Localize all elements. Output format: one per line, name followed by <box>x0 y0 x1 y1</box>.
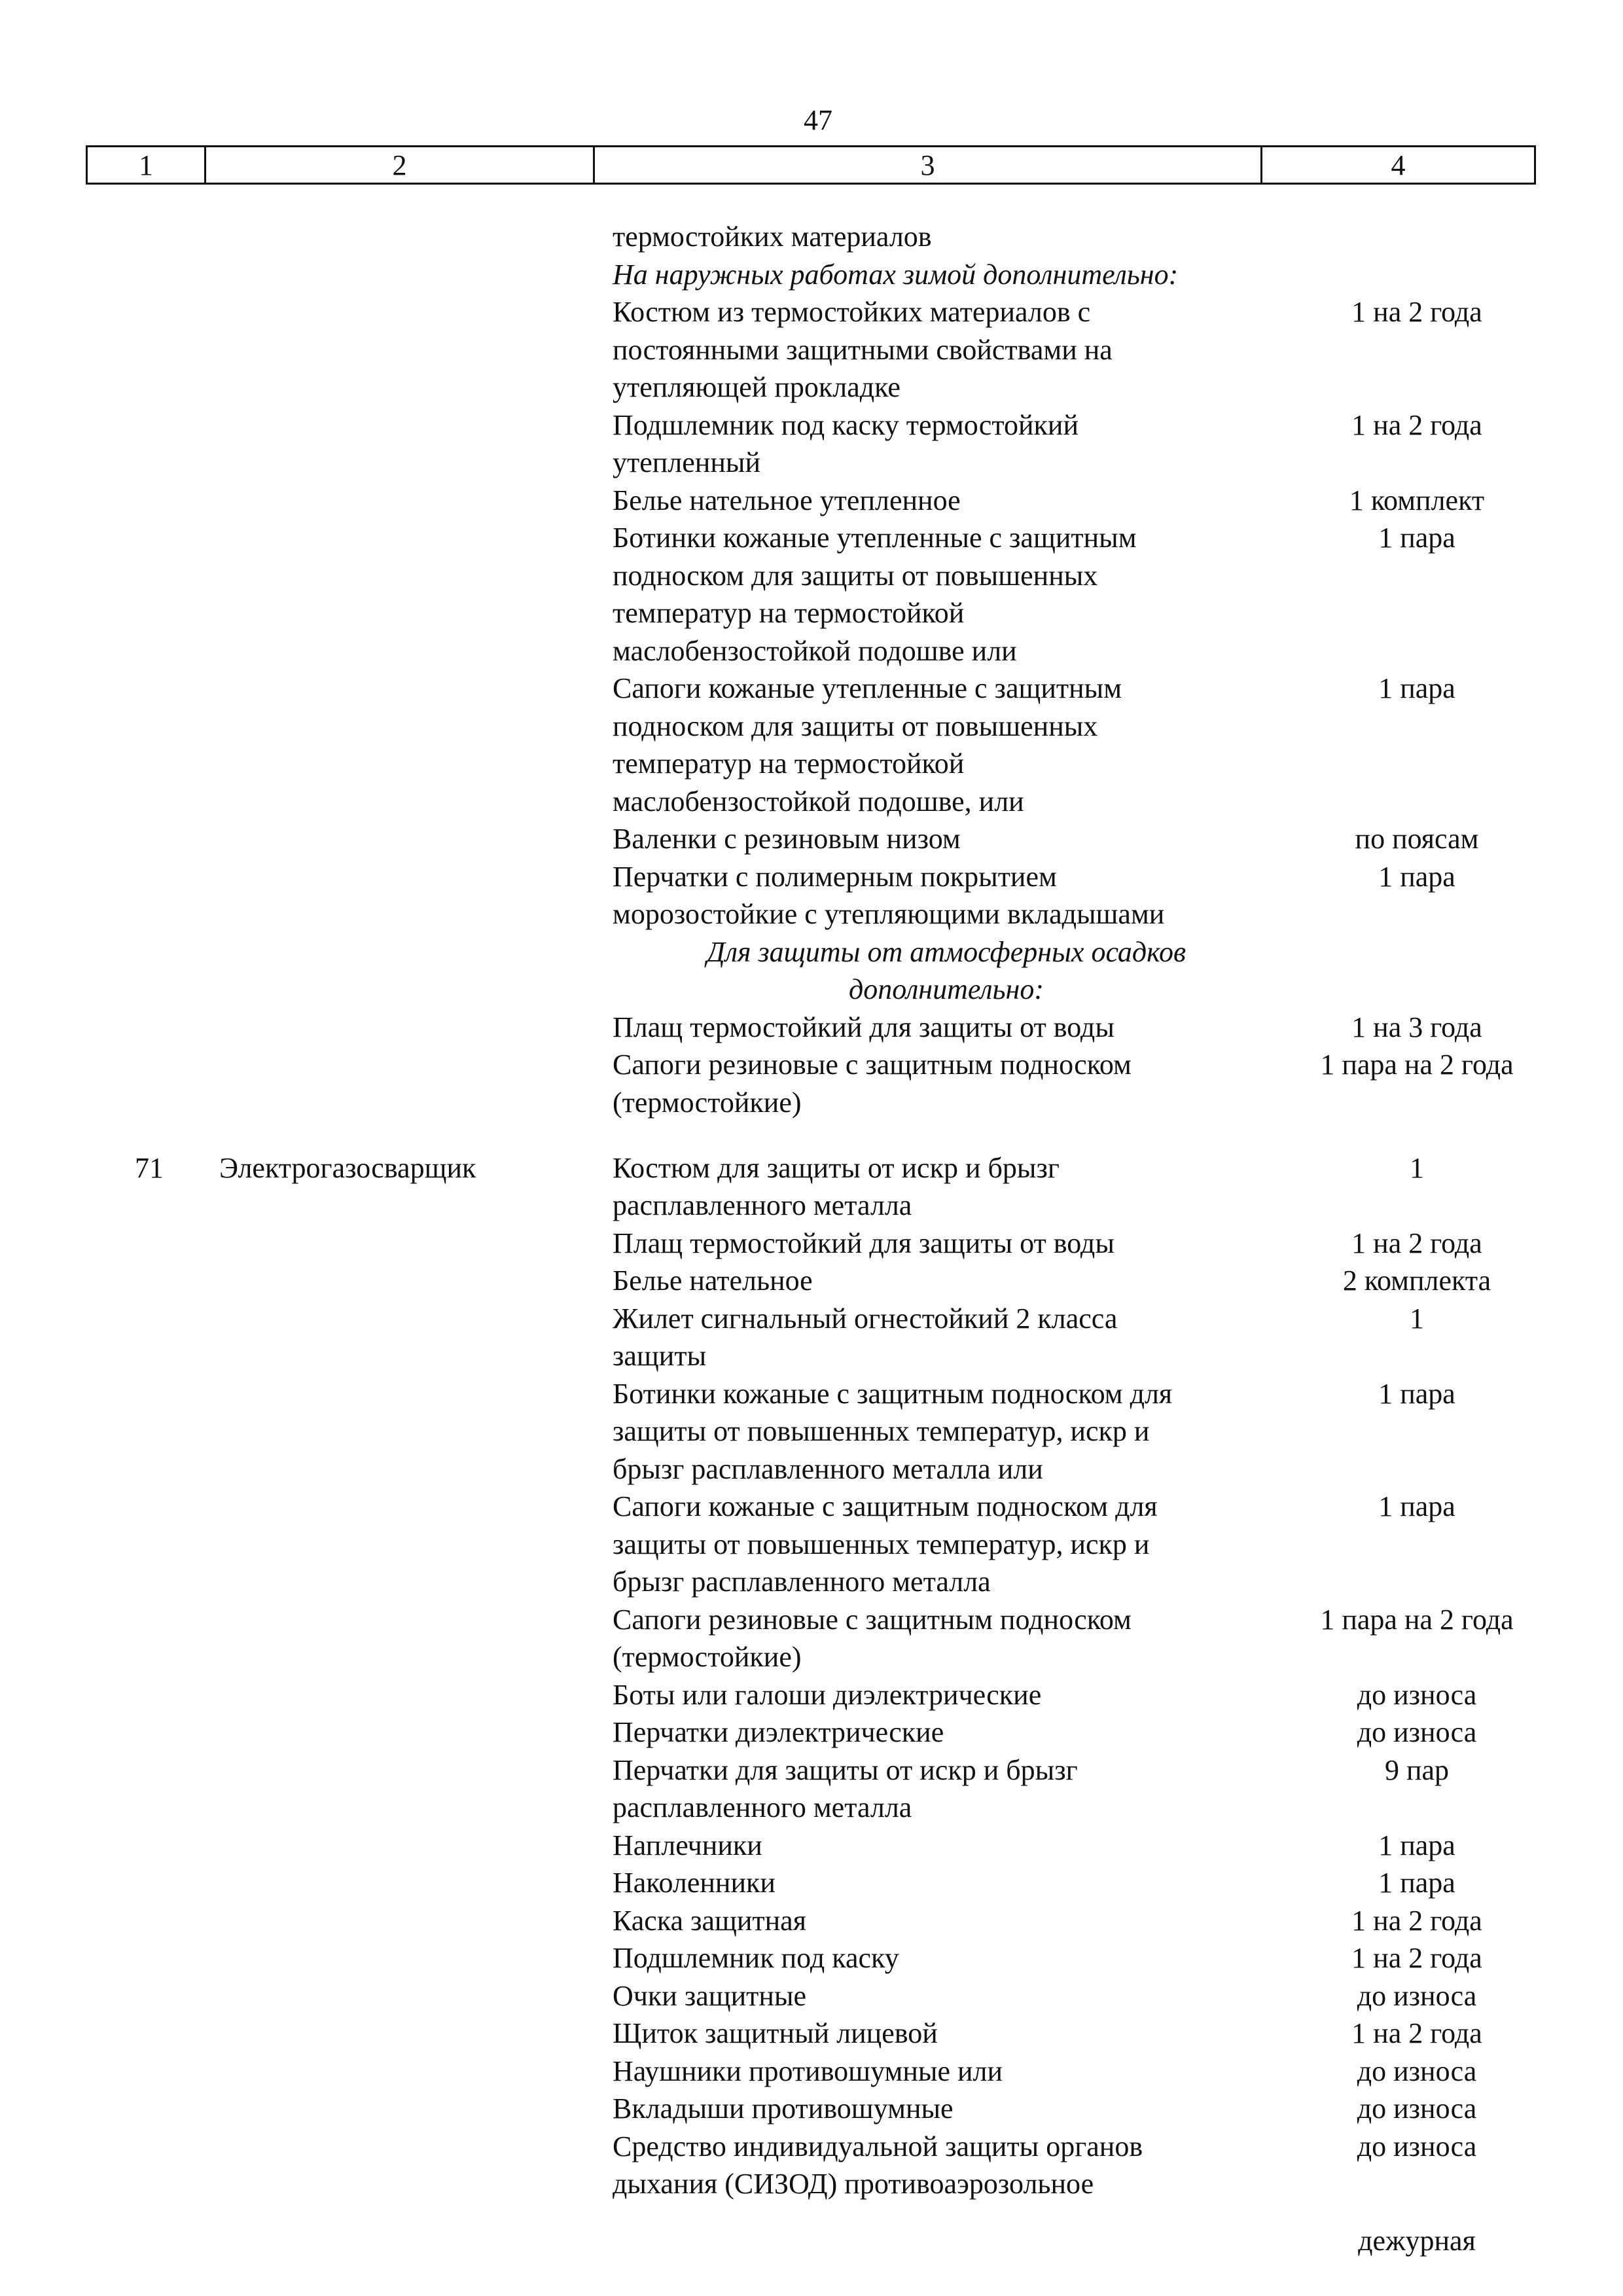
item-line: брызг расплавленного металла или <box>613 1453 1043 1485</box>
norm-value: 1 <box>1410 1152 1424 1184</box>
norm-value: 1 пара <box>1378 1867 1455 1899</box>
item-line: подноском для защиты от повышенных <box>613 560 1098 592</box>
item-line: Подшлемник под каску <box>613 1942 899 1974</box>
header-col-2: 2 <box>206 147 595 183</box>
item-line: Жилет сигнальный огнестойкий 2 класса <box>613 1302 1118 1335</box>
norm-value: 1 на 2 года <box>1351 296 1482 328</box>
item-line: Валенки с резиновым низом <box>613 823 961 855</box>
item-line: дыхания (СИЗОД) противоаэрозольное <box>613 2168 1094 2200</box>
item-line: маслобензостойкой подошве, или <box>613 785 1024 817</box>
item-line: Ботинки кожаные утепленные с защитным <box>613 522 1137 554</box>
item-line: температур на термостойкой <box>613 597 965 629</box>
item-line: Белье нательное утепленное <box>613 484 961 516</box>
item-line: (термостойкие) <box>613 1641 802 1673</box>
header-col-4: 4 <box>1391 149 1406 181</box>
subheading-text: Для защиты от атмосферных осадков <box>706 936 1186 968</box>
item-line: Подшлемник под каску термостойкий <box>613 409 1079 441</box>
norm-value: до износа <box>1357 2130 1477 2162</box>
header-col-3: 3 <box>595 147 1262 183</box>
norm-value: 1 на 2 года <box>1351 1942 1482 1974</box>
item-line: Белье нательное <box>613 1265 813 1297</box>
item-line: Средство индивидуальной защиты органов <box>613 2130 1143 2162</box>
position-number: 71 <box>135 1152 164 1184</box>
item-line: защиты от повышенных температур, искр и <box>613 1528 1150 1560</box>
norm-value: до износа <box>1357 2055 1477 2087</box>
item-line: Каска защитная <box>613 1905 806 1937</box>
item-line: Перчатки с полимерным покрытием <box>613 861 1057 893</box>
norm-value: 1 комплект <box>1349 484 1485 516</box>
norm-value: 2 комплекта <box>1342 1265 1491 1297</box>
header-col-1: 1 <box>88 147 206 183</box>
norm-value: 1 пара <box>1378 522 1455 554</box>
table-header-row <box>86 145 1536 185</box>
item-line: Щиток защитный лицевой <box>613 2017 938 2049</box>
item-line: Наколенники <box>613 1867 776 1899</box>
norm-value: 1 пара <box>1378 1490 1455 1522</box>
item-line: Сапоги кожаные с защитным подноском для <box>613 1490 1158 1522</box>
norm-value: 1 на 2 года <box>1351 409 1482 441</box>
item-line: Перчатки для защиты от искр и брызг <box>613 1754 1078 1786</box>
item-line: расплавленного металла <box>613 1791 912 1823</box>
item-line: Ботинки кожаные с защитным подноском для <box>613 1378 1173 1410</box>
norm-value: 1 пара <box>1378 861 1455 893</box>
norm-value: до износа <box>1357 1980 1477 2012</box>
norm-value: 1 пара на 2 года <box>1320 1049 1514 1081</box>
norm-value: 1 на 3 года <box>1351 1011 1482 1043</box>
item-line: Сапоги резиновые с защитным подноском <box>613 1604 1132 1636</box>
norm-value: дежурная <box>1358 2225 1476 2257</box>
norm-value: 1 пара <box>1378 1378 1455 1410</box>
item-line: Сапоги резиновые с защитным подноском <box>613 1049 1132 1081</box>
norm-value: до износа <box>1357 2092 1477 2125</box>
item-line: Перчатки диэлектрические <box>613 1716 944 1748</box>
item-line: брызг расплавленного металла <box>613 1566 991 1598</box>
item-line: Плащ термостойкий для защиты от воды <box>613 1227 1115 1259</box>
item-line: Костюм из термостойких материалов с <box>613 296 1091 328</box>
item-line: термостойких материалов <box>613 221 932 253</box>
item-line: Очки защитные <box>613 1980 807 2012</box>
item-line: подноском для защиты от повышенных <box>613 710 1098 742</box>
item-line: утепленный <box>613 446 760 478</box>
item-line: Наушники противошумные или <box>613 2055 1003 2087</box>
item-line: постоянными защитными свойствами на <box>613 334 1113 366</box>
subheading-precipitation-cont <box>613 971 1280 1009</box>
item-line: утепляющей прокладке <box>613 371 901 403</box>
subheading-precipitation <box>613 933 1280 971</box>
norm-value: 1 пара <box>1378 1829 1455 1861</box>
item-line: температур на термостойкой <box>613 747 965 780</box>
item-line: защиты от повышенных температур, искр и <box>613 1415 1150 1447</box>
item-line: Сапоги кожаные утепленные с защитным <box>613 672 1122 704</box>
position-title: Электрогазосварщик <box>219 1152 476 1184</box>
item-line: расплавленного металла <box>613 1189 912 1221</box>
item-line: маслобензостойкой подошве или <box>613 635 1017 667</box>
subheading-text: дополнительно: <box>848 973 1044 1005</box>
subheading-text: На наружных работах зимой дополнительно: <box>613 259 1179 291</box>
norm-value: 1 на 2 года <box>1351 1227 1482 1259</box>
norm-value: 9 пар <box>1384 1754 1450 1786</box>
item-line: (термостойкие) <box>613 1086 802 1119</box>
item-line: Боты или галоши диэлектрические <box>613 1679 1042 1711</box>
norm-value: 1 пара <box>1378 672 1455 704</box>
item-line: морозостойкие с утепляющими вкладышами <box>613 898 1165 930</box>
norm-value: 1 на 2 года <box>1351 1905 1482 1937</box>
item-line: Костюм для защиты от искр и брызг <box>613 1152 1060 1184</box>
item-line: Плащ термостойкий для защиты от воды <box>613 1011 1115 1043</box>
norm-value: 1 пара на 2 года <box>1320 1604 1514 1636</box>
item-line: защиты <box>613 1340 707 1372</box>
norm-value: 1 на 2 года <box>1351 2017 1482 2049</box>
norm-value: до износа <box>1357 1679 1477 1711</box>
norm-value: по поясам <box>1355 823 1479 855</box>
subheading-winter <box>613 256 1267 294</box>
norm-value: до износа <box>1357 1716 1477 1748</box>
item-line: Вкладыши противошумные <box>613 2092 954 2125</box>
page-number: 47 <box>804 104 832 136</box>
norm-value: 1 <box>1410 1302 1424 1335</box>
item-line: Наплечники <box>613 1829 762 1861</box>
